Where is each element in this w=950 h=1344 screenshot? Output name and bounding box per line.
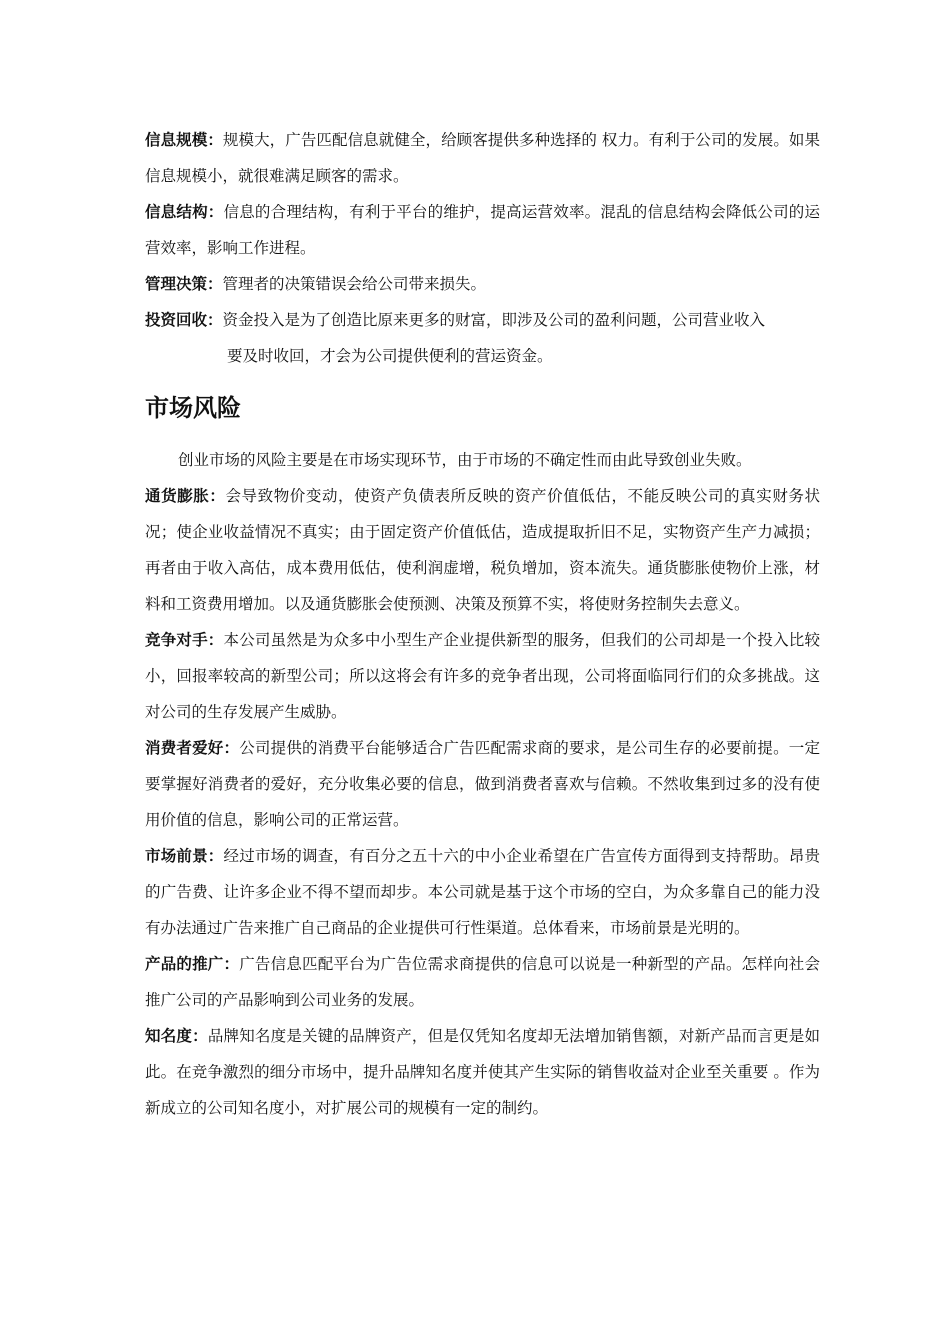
term-label: 市场前景： bbox=[145, 847, 224, 865]
term-label: 消费者爱好： bbox=[145, 739, 240, 757]
paragraph-competitors bbox=[145, 622, 820, 730]
paragraph-inflation bbox=[145, 478, 820, 622]
paragraph-text: 本公司虽然是为众多中小型生产企业提供新型的服务，但我们的公司却是一个投入比较小，回报率较高的新型公司；所以这将会有许多的竞争者出现，公司将面临同行们的众多挑战。这对公司的生存发展产生威胁。 bbox=[145, 631, 820, 721]
paragraph-text: 管理者的决策错误会给公司带来损失。 bbox=[222, 275, 487, 293]
paragraph-text: 会导致物价变动，使资产负债表所反映的资产价值低估，不能反映公司的真实财务状况；使企业收益情况不真实；由于固定资产价值低估，造成提取折旧不足，实物资产生产力减损；再者由于收入高估，成本费用低估，使利润虚增，税负增加，资本流失。通货膨胀使物价上涨，材料和工资费用增加。以及通货膨胀会使预测、决策及预算不实，将使财务控制失去意义。 bbox=[145, 487, 820, 613]
term-label: 管理决策： bbox=[145, 275, 223, 293]
paragraph-text-line1: 资金投入是为了创造比原来更多的财富，即涉及公司的盈利问题，公司营业收入 bbox=[222, 311, 766, 329]
paragraph-intro: 创业市场的风险主要是在市场实现环节，由于市场的不确定性而由此导致创业失败。 bbox=[178, 451, 752, 469]
paragraph-consumer-preference bbox=[145, 730, 820, 838]
term-label: 投资回收： bbox=[145, 311, 223, 329]
paragraph-investment-return-continued bbox=[145, 338, 820, 374]
paragraph-text: 品牌知名度是关键的品牌资产，但是仅凭知名度却无法增加销售额，对新产品而言更是如此。在竞争激烈的细分市场中，提升品牌知名度并使其产生实际的销售收益对企业至关重要 。作为新成立的公司知名度小，对扩展公司的规模有一定的制约。 bbox=[145, 1027, 820, 1117]
paragraph-text-line2: 要及时收回，才会为公司提供便利的营运资金。 bbox=[227, 347, 553, 365]
paragraph-text: 规模大，广告匹配信息就健全，给顾客提供多种选择的 权力。有利于公司的发展。如果信息规模小，就很难满足顾客的需求。 bbox=[145, 131, 820, 185]
paragraph-info-structure bbox=[145, 194, 820, 266]
paragraph-text: 公司提供的消费平台能够适合广告匹配需求商的要求，是公司生存的必要前提。一定要掌握好消费者的爱好，充分收集必要的信息，做到消费者喜欢与信赖。不然收集到过多的没有使用价值的信息，影响公司的正常运营。 bbox=[145, 739, 820, 829]
paragraph-market-outlook bbox=[145, 838, 820, 946]
paragraph-management-decision bbox=[145, 266, 820, 302]
paragraph-brand-awareness bbox=[145, 1018, 820, 1126]
term-label: 知名度： bbox=[145, 1027, 208, 1045]
term-label: 竞争对手： bbox=[145, 631, 224, 649]
paragraph-text: 信息的合理结构，有利于平台的维护，提高运营效率。混乱的信息结构会降低公司的运营效率，影响工作进程。 bbox=[145, 203, 820, 257]
term-label: 产品的推广： bbox=[145, 955, 240, 973]
section-heading: 市场风险 bbox=[145, 394, 241, 422]
term-label: 信息结构： bbox=[145, 203, 224, 221]
term-label: 信息规模： bbox=[145, 131, 223, 149]
paragraph-text: 经过市场的调查，有百分之五十六的中小企业希望在广告宣传方面得到支持帮助。昂贵的广告费、让许多企业不得不望而却步。本公司就是基于这个市场的空白，为众多靠自己的能力没有办法通过广告来推广自己商品的企业提供可行性渠道。总体看来，市场前景是光明的。 bbox=[145, 847, 820, 937]
term-label: 通货膨胀： bbox=[145, 487, 226, 505]
paragraph-product-promotion bbox=[145, 946, 820, 1018]
document-body bbox=[145, 122, 820, 1126]
paragraph-info-scale bbox=[145, 122, 820, 194]
paragraph-text: 广告信息匹配平台为广告位需求商提供的信息可以说是一种新型的产品。怎样向社会推广公司的产品影响到公司业务的发展。 bbox=[145, 955, 820, 1009]
paragraph-investment-return bbox=[145, 302, 820, 338]
